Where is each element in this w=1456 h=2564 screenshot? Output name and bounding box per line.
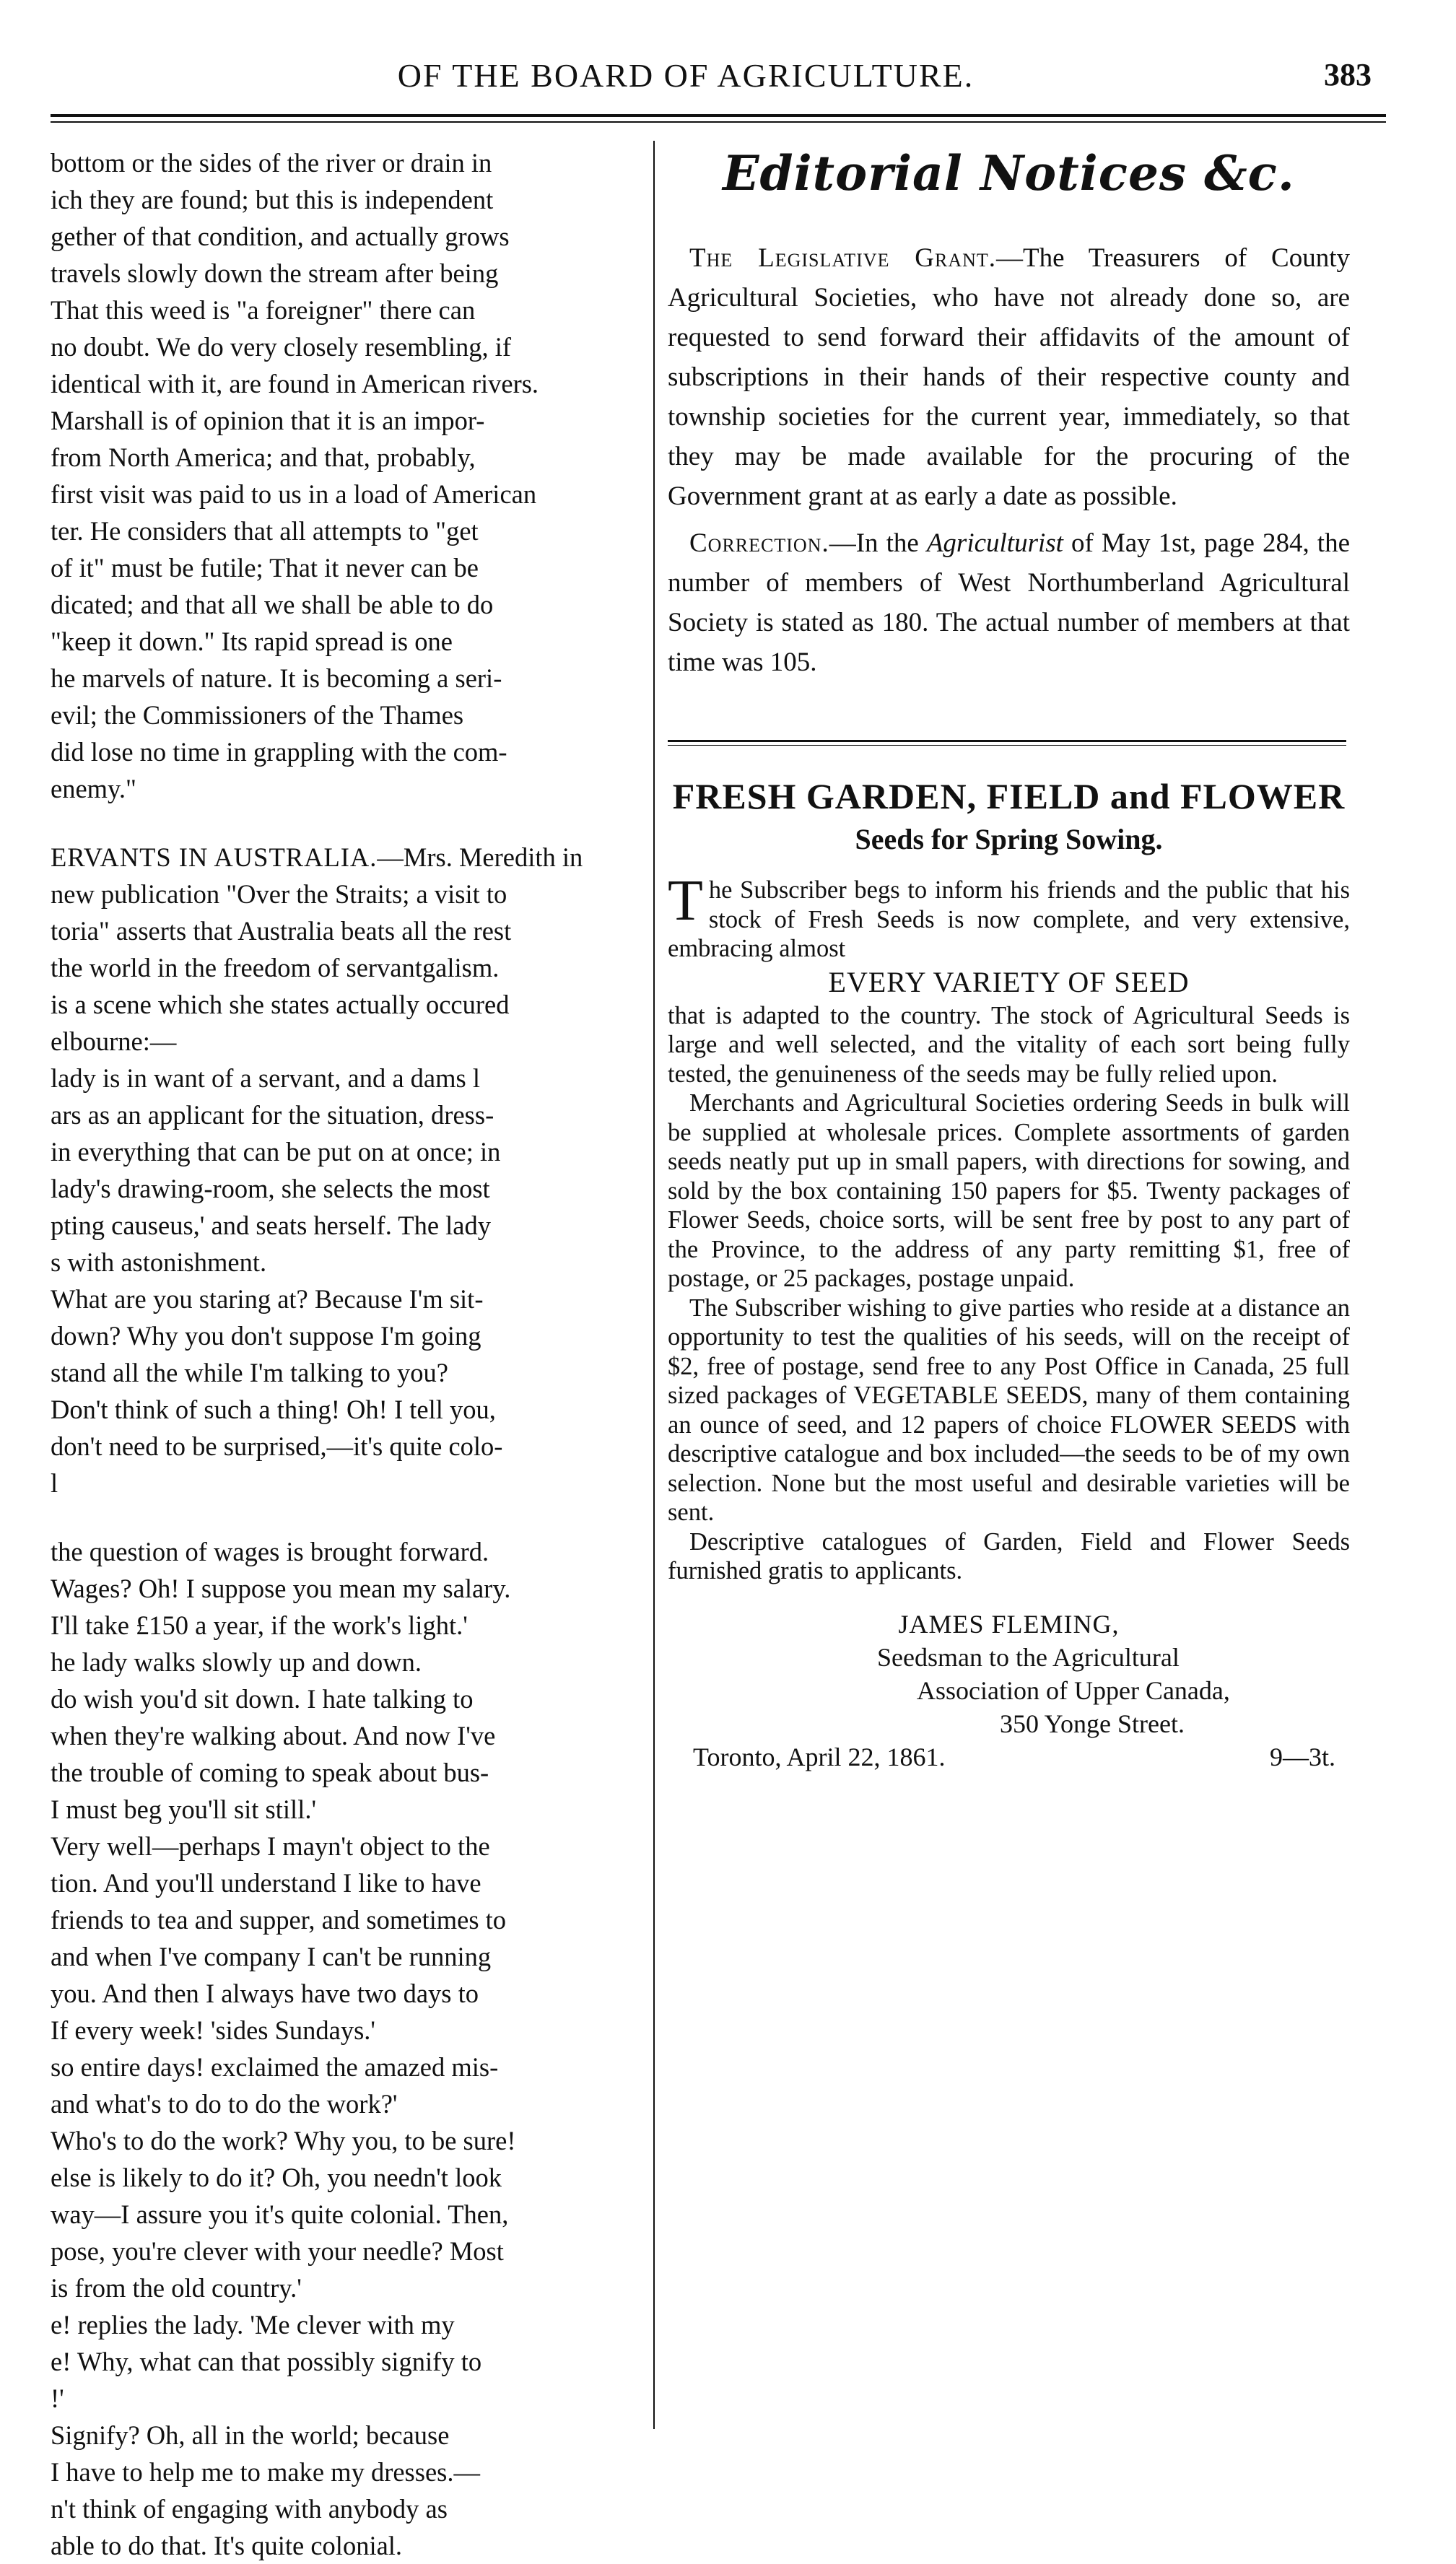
ad-center-line: EVERY VARIETY OF SEED — [828, 965, 1190, 998]
insertion-code: 9—3t. — [1269, 1742, 1335, 1771]
text-line: new publication "Over the Straits; a visit to — [51, 879, 507, 909]
text-line: "keep it down." Its rapid spread is one — [51, 627, 453, 656]
weed-article — [51, 144, 646, 807]
text-line: stand all the while I'm talking to you? — [51, 1358, 448, 1387]
text-line: l — [51, 1468, 58, 1498]
text-line: is from the old country.' — [51, 2273, 302, 2303]
text-line: What are you staring at? Because I'm sit- — [51, 1284, 484, 1314]
text-line: Who's to do the work? Why you, to be sure! — [51, 2126, 516, 2155]
text-line: way—I assure you it's quite colonial. Then, — [51, 2199, 509, 2229]
text-line: evil; the Commissioners of the Thames — [51, 700, 464, 730]
page-number: 383 — [1324, 57, 1372, 92]
text-line: did lose no time in grappling with the com- — [51, 737, 507, 767]
notice-lead: The Legislative Grant. — [689, 243, 997, 273]
text-line: enemy." — [51, 774, 136, 803]
text-line: first visit was paid to us in a load of American — [51, 479, 537, 509]
text-line: and when I've company I can't be running — [51, 1942, 492, 1971]
text-line: in everything that can be put on at once; in — [51, 1137, 501, 1167]
notice-text: —In the — [829, 528, 927, 558]
text-line: I have to help me to make my dresses.— — [51, 2457, 480, 2487]
text-line: I must beg you'll sit still.' — [51, 1795, 317, 1824]
text-line: when they're walking about. And now I've — [51, 1721, 496, 1750]
text-line: down? Why you don't suppose I'm going — [51, 1321, 481, 1351]
notice-text: —The Treasurers of County Agricultural Societies, who have not already done so, are requested to send forward their affidavits of the amount of subscriptions in their hands of their respective county and township societies for the current year, immediately, so that they may be made available for the procuring of the Government grant at as early a date as possible. — [668, 243, 1350, 511]
text-line: from North America; and that, probably, — [51, 442, 476, 472]
text-line: ter. He considers that all attempts to "get — [51, 516, 479, 546]
text-line: e! replies the lady. 'Me clever with my — [51, 2310, 455, 2340]
text-line: —Mrs. Meredith in — [377, 842, 583, 872]
signature-address: 350 Yonge Street. — [1000, 1709, 1185, 1738]
notice-correction — [668, 523, 1350, 682]
ad-signature — [668, 1608, 1350, 1774]
page-title: OF THE BOARD OF AGRICULTURE. — [397, 57, 975, 94]
text-line: tion. And you'll understand I like to have — [51, 1868, 481, 1898]
text-line: dicated; and that all we shall be able to do — [51, 590, 494, 619]
ad-paragraph: Descriptive catalogues of Garden, Field and Flower Seeds furnished gratis to applicants. — [668, 1527, 1350, 1584]
column-divider — [653, 141, 655, 2429]
left-column — [51, 144, 646, 2564]
text-line: Marshall is of opinion that it is an impor- — [51, 406, 485, 435]
section-rule — [668, 740, 1346, 742]
signature-title: Association of Upper Canada, — [917, 1675, 1230, 1705]
text-line: you. And then I always have two days to — [51, 1979, 479, 2008]
servants-article — [51, 839, 646, 1501]
text-line: he lady walks slowly up and down. — [51, 1647, 422, 1677]
text-line: e! Why, what can that possibly signify to — [51, 2347, 482, 2376]
text-line: n't think of engaging with anybody as — [51, 2494, 448, 2524]
weed-paragraph — [51, 144, 646, 807]
text-line: the world in the freedom of servantgalism. — [51, 953, 500, 982]
text-line: so entire days! exclaimed the amazed mis- — [51, 2052, 499, 2082]
text-line: If every week! 'sides Sundays.' — [51, 2015, 376, 2045]
ad-title: FRESH GARDEN, FIELD and FLOWER — [672, 776, 1346, 816]
ad-body — [668, 869, 1350, 1586]
text-line: identical with it, are found in American rivers. — [51, 369, 539, 398]
text-line: do wish you'd sit down. I hate talking to — [51, 1684, 474, 1714]
wages-paragraph — [51, 1533, 646, 2564]
text-line: gether of that condition, and actually grows — [51, 222, 510, 251]
signature-dateline — [668, 1740, 1350, 1774]
text-line: I'll take £150 a year, if the work's light.' — [51, 1610, 468, 1640]
text-line: lady is in want of a servant, and a dams l — [51, 1063, 480, 1093]
wages-article — [51, 1533, 646, 2564]
ad-paragraph: that is adapted to the country. The stock of Agricultural Seeds is large and well selected, and the vitality of each sort being fully tested, the genuineness of the seeds may be fully relied upon. — [668, 1001, 1350, 1088]
text-line: elbourne:— — [51, 1026, 177, 1056]
text-line: lady's drawing-room, she selects the most — [51, 1174, 490, 1203]
ad-paragraph: The Subscriber wishing to give parties who reside at a distance an opportunity to test the qualities of his seeds, will on the receipt of $2, free of postage, send free to any Post Office in Canada, 25 full sized packages of VEGETABLE SEEDS, many of them containing an ounce of seed, and 12 papers of choice FLOWER SEEDS with descriptive catalogue and box included—the seeds to be of my own selection. None but the most useful and desirable varieties will be sent. — [668, 1294, 1350, 1526]
text-line: friends to tea and supper, and sometimes to — [51, 1905, 507, 1935]
ad-paragraph: Merchants and Agricultural Societies ordering Seeds in bulk will be supplied at wholesale prices. Complete assortments of garden seeds neatly put up in small papers, with directions for sowing, and sold by the box containing 150 papers for $5. Twenty packages of Flower Seeds, choice sorts, will be sent free by post to any part of the Province, to the address of any party remitting $1, free of postage, or 25 packages, postage unpaid. — [668, 1089, 1350, 1292]
text-line: the question of wages is brought forward. — [51, 1537, 489, 1566]
text-line: the trouble of coming to speak about bus- — [51, 1758, 489, 1787]
servants-text — [51, 842, 583, 1498]
text-line: ich they are found; but this is independent — [51, 185, 494, 214]
text-line: Signify? Oh, all in the world; because — [51, 2420, 450, 2450]
drop-cap: T — [668, 869, 703, 933]
text-line: don't need to be surprised,—it's quite colo- — [51, 1431, 503, 1461]
ad-subtitle: Seeds for Spring Sowing. — [855, 823, 1163, 855]
text-line: Don't think of such a thing! Oh! I tell you, — [51, 1395, 496, 1424]
text-line: Wages? Oh! I suppose you mean my salary. — [51, 1574, 511, 1603]
text-line: pting causeus,' and seats herself. The lady — [51, 1211, 492, 1240]
text-line: else is likely to do it? Oh, you needn't look — [51, 2163, 502, 2192]
notice-text: of May 1st, page 284, the number of members of West Northumberland Agricultural Society is stated as 180. The actual number of members at that time was 105. — [668, 528, 1350, 677]
editorial-heading: Editorial Notices &c. — [723, 145, 1295, 201]
article-heading: ERVANTS IN AUSTRALIA. — [51, 842, 378, 872]
notice-legislative-grant — [668, 238, 1350, 516]
text-line: Very well—perhaps I mayn't object to the — [51, 1831, 490, 1861]
text-line: !' — [51, 2384, 64, 2413]
text-line: no doubt. We do very closely resembling, if — [51, 332, 512, 362]
notice-lead: Correction. — [689, 528, 829, 558]
page-header — [51, 56, 1386, 100]
text-line: he marvels of nature. It is becoming a seri- — [51, 663, 502, 693]
text-line: of it" must be futile; That it never can be — [51, 553, 479, 583]
text-line: toria" asserts that Australia beats all the rest — [51, 916, 512, 946]
text-line: travels slowly down the stream after being — [51, 258, 499, 288]
text-line: That this weed is "a foreigner" there can — [51, 295, 476, 325]
header-rule-top — [51, 114, 1386, 117]
signature-name: JAMES FLEMING, — [898, 1609, 1120, 1639]
text-line: able to do that. It's quite colonial. — [51, 2531, 403, 2560]
text-line: is a scene which she states actually occured — [51, 990, 510, 1019]
notice-italic: Agriculturist — [926, 528, 1063, 558]
text-line: and what's to do to do the work?' — [51, 2089, 398, 2119]
place-date: Toronto, April 22, 1861. — [693, 1742, 946, 1771]
text-line: s with astonishment. — [51, 1247, 267, 1277]
right-column — [668, 144, 1350, 1774]
text-line: pose, you're clever with your needle? Most — [51, 2236, 504, 2266]
text-line: bottom or the sides of the river or drain in — [51, 148, 492, 178]
ad-intro: The Subscriber begs to inform his friends and the public that his stock of Fresh Seeds is now complete, and very extensive, embracing almost — [668, 869, 1350, 962]
seed-advertisement — [668, 775, 1350, 1774]
header-rule-bottom — [51, 121, 1386, 123]
servants-paragraph — [51, 839, 646, 1501]
signature-title: Seedsman to the Agricultural — [877, 1642, 1180, 1672]
section-rule-thin — [668, 745, 1346, 746]
text-line: ars as an applicant for the situation, dress- — [51, 1100, 494, 1130]
